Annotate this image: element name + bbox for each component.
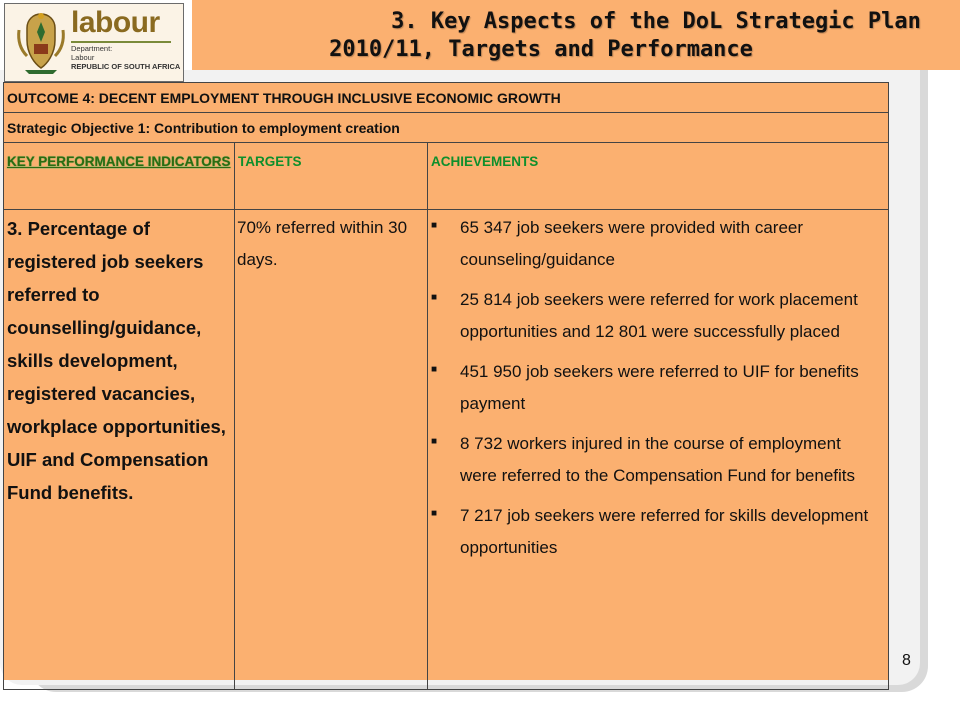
slide-title-line2: 2010/11, Targets and Performance bbox=[329, 37, 753, 62]
list-item bbox=[428, 356, 878, 420]
column-header-kpi: KEY PERFORMANCE INDICATORS bbox=[4, 143, 235, 210]
bullet-icon: ■ bbox=[431, 292, 438, 303]
kpi-cell: 3. Percentage of registered job seekers referred to counselling/guidance, skills development, registered vacancies, workplace opportunities, UIF and Compensation Fund benefits. bbox=[4, 210, 235, 690]
achievement-text: 8 732 workers injured in the course of employment were referred to the Compensation Fund for benefits bbox=[460, 434, 855, 485]
department-logo bbox=[4, 3, 184, 82]
achievement-text: 25 814 job seekers were referred for work placement opportunities and 12 801 were successfully placed bbox=[460, 290, 858, 341]
column-header-targets: TARGETS bbox=[235, 143, 428, 210]
list-item bbox=[428, 428, 878, 492]
achievement-text: 7 217 job seekers were referred for skills development opportunities bbox=[460, 506, 869, 557]
achievements-list bbox=[428, 210, 888, 564]
logo-department-text bbox=[71, 44, 180, 71]
list-item bbox=[428, 500, 878, 564]
bullet-icon: ■ bbox=[431, 436, 438, 447]
bullet-icon: ■ bbox=[431, 220, 438, 231]
slide-title bbox=[192, 8, 960, 64]
list-item bbox=[428, 212, 878, 276]
achievement-text: 65 347 job seekers were provided with career counseling/guidance bbox=[460, 218, 804, 269]
page-number: 8 bbox=[902, 652, 911, 669]
logo-divider bbox=[71, 41, 171, 43]
achievement-text: 451 950 job seekers were referred to UIF for benefits payment bbox=[460, 362, 859, 413]
target-cell: 70% referred within 30 days. bbox=[235, 210, 428, 690]
slide-title-line1: 3. Key Aspects of the DoL Strategic Plan bbox=[391, 9, 921, 34]
bullet-icon: ■ bbox=[431, 364, 438, 375]
achievements-cell bbox=[428, 210, 889, 690]
objective-row: Strategic Objective 1: Contribution to employment creation bbox=[4, 113, 889, 143]
logo-dept-line3: REPUBLIC OF SOUTH AFRICA bbox=[71, 62, 181, 71]
logo-dept-line2: Labour bbox=[71, 53, 95, 62]
outcome-row: OUTCOME 4: DECENT EMPLOYMENT THROUGH INCLUSIVE ECONOMIC GROWTH bbox=[4, 83, 889, 113]
strategic-plan-table bbox=[3, 82, 888, 680]
logo-dept-line1: Department: bbox=[71, 44, 113, 53]
logo-wordmark: labour bbox=[71, 6, 160, 39]
bullet-icon: ■ bbox=[431, 508, 438, 519]
list-item bbox=[428, 284, 878, 348]
column-header-achievements: ACHIEVEMENTS bbox=[428, 143, 889, 210]
coat-of-arms-icon bbox=[15, 10, 67, 76]
